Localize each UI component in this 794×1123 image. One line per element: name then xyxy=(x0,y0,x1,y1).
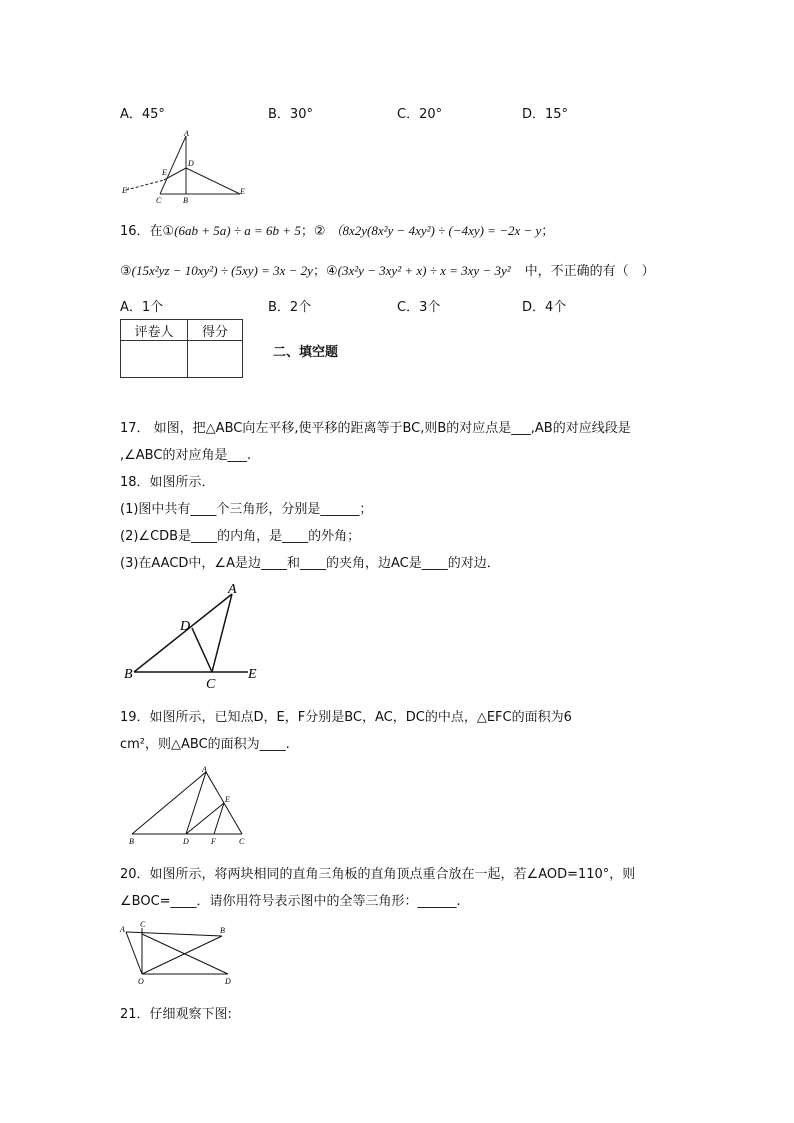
score-table-grader-cell xyxy=(121,341,188,378)
section-title-fill-blank: 二、填空题 xyxy=(273,345,339,360)
q19-line2: cm²，则△ABC的面积为____. xyxy=(120,737,290,752)
q16-expr4: (3x²y − 3xy² + x) ÷ x = 3xy − 3y² xyxy=(337,263,511,278)
q19-label-b: B xyxy=(129,837,134,846)
q16-line2-prefix: ③ xyxy=(120,264,132,279)
q18-label-e: E xyxy=(248,667,257,682)
q15-option-b: B．30° xyxy=(268,107,313,122)
q15-triangle-figure xyxy=(118,128,258,206)
q18-part1: (1)图中共有____个三角形，分别是______； xyxy=(120,502,373,517)
q20-line-ob xyxy=(142,936,222,974)
score-table-score-cell xyxy=(188,341,243,378)
q15-line-de xyxy=(186,168,240,194)
q20-line1: 20．如图所示，将两块相同的直角三角板的直角顶点重合放在一起，若∠AOD=110°，则 xyxy=(120,867,636,882)
q19-line-ba xyxy=(132,772,206,834)
q18-label-d: D xyxy=(180,619,191,634)
q15-dashed-line xyxy=(126,180,164,190)
q15-option-d: D．15° xyxy=(522,107,569,122)
q16-end1: ； xyxy=(541,224,555,239)
q20-triangles-figure xyxy=(116,918,246,988)
q16-expr3: (15x²yz − 10xy²) ÷ (5xy) = 3x − 2y xyxy=(131,263,313,278)
q15-line-ac xyxy=(160,136,186,194)
q19-line1: 19．如图所示，已知点D，E，F分别是BC，AC，DC的中点，△EFC的面积为6 xyxy=(120,710,572,725)
q16-line2 xyxy=(120,260,655,279)
q15-label-e-inner: E xyxy=(162,168,167,177)
q16-sep1: ；② xyxy=(300,224,326,239)
q15-label-d: D xyxy=(188,159,194,168)
q18-label-a: A xyxy=(228,582,237,597)
q19-label-f: F xyxy=(211,837,216,846)
q16-end2: 中，不正确的有（ ） xyxy=(524,264,655,279)
q20-label-a: A xyxy=(120,925,125,934)
q19-triangle-figure xyxy=(124,760,254,848)
q15-label-b: B xyxy=(183,196,188,205)
q19-label-a: A xyxy=(202,765,207,774)
q15-label-a: A xyxy=(184,129,189,138)
q20-line-ao xyxy=(126,932,142,974)
q15-label-c: C xyxy=(156,196,162,205)
q15-label-e-prime: E' xyxy=(122,186,129,195)
q20-line-ab xyxy=(126,932,222,936)
q19-line-de xyxy=(186,803,224,834)
q15-line-ed xyxy=(164,168,186,180)
q16-expr2: （8x2y(8x²y − 4xy²) ÷ (−4xy) = −2x − y xyxy=(329,223,542,238)
q16-option-c: C．3个 xyxy=(397,300,441,315)
q17-line2: ,∠ABC的对应角是___. xyxy=(120,448,252,463)
q19-line-ad xyxy=(186,772,206,834)
q20-label-b: B xyxy=(220,926,225,935)
q17-line1: 17． 如图，把△ABC向左平移,使平移的距离等于BC,则B的对应点是___,AB的对应线段是 xyxy=(120,421,631,436)
q18-label-b: B xyxy=(124,667,133,682)
q19-label-d: D xyxy=(183,837,189,846)
q19-label-e: E xyxy=(225,795,230,804)
q16-option-d: D．4个 xyxy=(522,300,567,315)
q15-option-c: C．20° xyxy=(397,107,443,122)
q19-label-c: C xyxy=(239,837,245,846)
q15-label-e-right: E xyxy=(240,187,245,196)
q20-label-c: C xyxy=(140,920,146,929)
q16-sep2: ；④ xyxy=(312,264,338,279)
q15-option-a: A．45° xyxy=(120,107,165,122)
score-table-header-score: 得分 xyxy=(188,320,243,341)
q16-expr1: (6ab + 5a) ÷ a = 6b + 5 xyxy=(174,223,301,238)
score-table xyxy=(120,319,243,378)
q18-triangle-figure xyxy=(120,578,270,690)
q16-option-a: A．1个 xyxy=(120,300,164,315)
q16-line1 xyxy=(120,220,554,239)
q18-label-c: C xyxy=(206,677,216,690)
q18-line-dc xyxy=(192,628,212,672)
q20-label-d: D xyxy=(225,977,231,986)
q18-title: 18．如图所示． xyxy=(120,475,215,490)
q16-prefix: 16．在① xyxy=(120,224,175,239)
q21-line1: 21．仔细观察下图: xyxy=(120,1007,232,1022)
q20-label-o: O xyxy=(138,977,144,986)
q18-part2: (2)∠CDB是____的内角，是____的外角； xyxy=(120,529,361,544)
q20-line2: ∠BOC=____．请你用符号表示图中的全等三角形：______. xyxy=(120,894,461,909)
score-table-header-grader: 评卷人 xyxy=(121,320,188,341)
q18-line-ac xyxy=(212,594,232,672)
q18-part3: (3)在AACD中，∠A是边____和____的夹角，边AC是____的对边． xyxy=(120,556,500,571)
q16-option-b: B．2个 xyxy=(268,300,312,315)
